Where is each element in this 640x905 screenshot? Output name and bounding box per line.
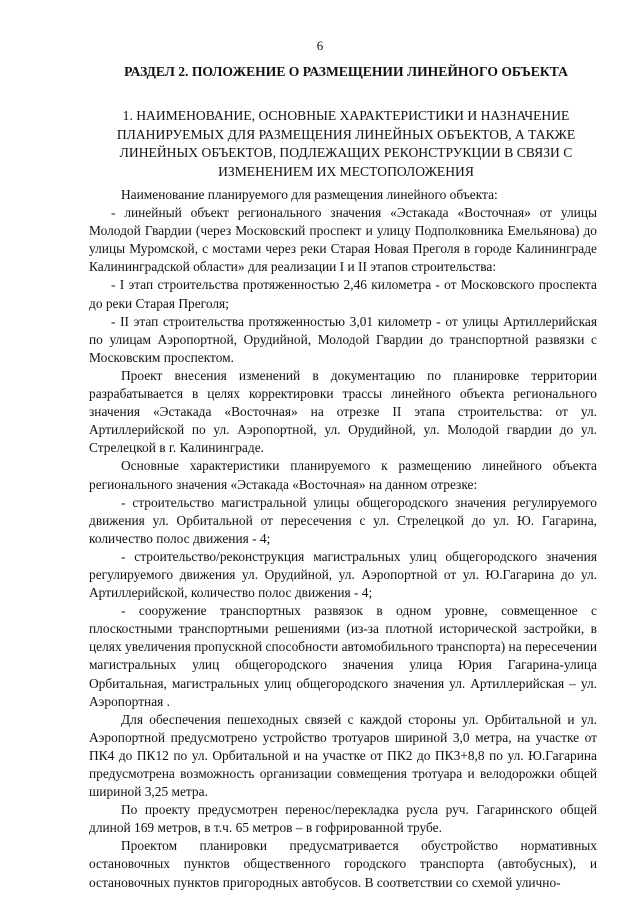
paragraph-orbital-street: - строительство магистральной улицы общегородского значения регулируемого движения ул. Орбитальной от пересечения с ул. Стрелецкой до ул. Ю. Гагарина, количество полос движения - 4; [89,494,597,546]
paragraph-stage-two: - II этап строительства протяженностью 3,01 километр - от улицы Артиллерийская по улицам Аэропортной, Орудийной, Молодой Гвардии до транспортной развязки с Московским проспектом. [89,313,597,365]
paragraph-intro: Наименование планируемого для размещения линейного объекта: [121,187,498,202]
paragraph-pedestrian-links: Для обеспечения пешеходных связей с каждой стороны ул. Орбитальной и ул. Аэропортной предусмотрено устройство тротуаров шириной 3,0 метра, на участке от ПК4 до ПК12 по ул. Орбитальной и на участке от ПК2 до ПК3+8,8 по ул. Ю.Гагарина предусмотрена возможность организации совмещения тротуара и велодорожки общей шириной 3,25 метра. [89,711,597,800]
paragraph-project-changes: Проект внесения изменений в документацию по планировке территории разрабатывается в целях корректировки трассы линейного объекта регионального значения «Эстакада «Восточная» на отрезке II этапа строительства: от ул. Артиллерийской по ул. Аэропортной, ул. Орудийной, ул. Молодой гвардии до ул. Стрелецкой в г. Калининграде. [89,367,597,456]
paragraph-stream-transfer: По проекту предусмотрен перенос/перекладка русла руч. Гагаринского общей длиной 169 метров, в т.ч. 65 метров – в гофрированной трубе. [89,802,597,836]
paragraph-interchanges: - сооружение транспортных развязок в одном уровне, совмещенное с плоскостными транспортными решениями (из-за плотной исторической застройки, в целях увеличения пропускной способности автомобильного транспорта) на пересечении магистральных улиц общегородского значения улица Юрия Гагарина-улица Орбитальная, магистральных улиц общегородского значения ул. Артиллерийская – ул. Аэропортная . [89,603,597,709]
document-body [89,186,597,892]
subsection-title: 1. НАИМЕНОВАНИЕ, ОСНОВНЫЕ ХАРАКТЕРИСТИКИ И НАЗНАЧЕНИЕ ПЛАНИРУЕМЫХ ДЛЯ РАЗМЕЩЕНИЯ ЛИНЕЙНЫХ ОБЪЕКТОВ, А ТАКЖЕ ЛИНЕЙНЫХ ОБЪЕКТОВ, ПОДЛЕЖАЩИХ РЕКОНСТРУКЦИИ В СВЯЗИ С ИЗМЕНЕНИЕМ ИХ МЕСТОПОЛОЖЕНИЯ [116,108,576,179]
paragraph-reconstruction: - строительство/реконструкция магистральных улиц общегородского значения регулируемого движения ул. Орудийной, ул. Аэропортной от ул. Ю.Гагарина до ул. Артиллерийской, количество полос движения - 4; [89,548,597,601]
section-title: РАЗДЕЛ 2. ПОЛОЖЕНИЕ О РАЗМЕЩЕНИИ ЛИНЕЙНОГО ОБЪЕКТА [124,64,568,79]
paragraph-transport-stops: Проектом планировки предусматривается обустройство нормативных остановочных пунктов общественного городского транспорта (автобусных), и остановочных пунктов пригородных автобусов. В соответствии со схемой улично- [89,838,597,890]
page-number: 6 [316,38,324,53]
paragraph-main-characteristics: Основные характеристики планируемого к размещению линейного объекта регионального значения «Эстакада «Восточная» на данном отрезке: [89,458,597,492]
paragraph-stage-one: - I этап строительства протяженностью 2,46 километра - от Московского проспекта до реки Старая Преголя; [89,277,597,311]
paragraph-object-name: - линейный объект регионального значения «Эстакада «Восточная» от улицы Молодой Гвардии (через Московский проспект и улицу Подполковника Емельянова) до улицы Муромской, с мостами через реки Старая Новая Преголя в городе Калининграде Калининградской области» для реализации I и II этапов строительства: [89,205,597,275]
